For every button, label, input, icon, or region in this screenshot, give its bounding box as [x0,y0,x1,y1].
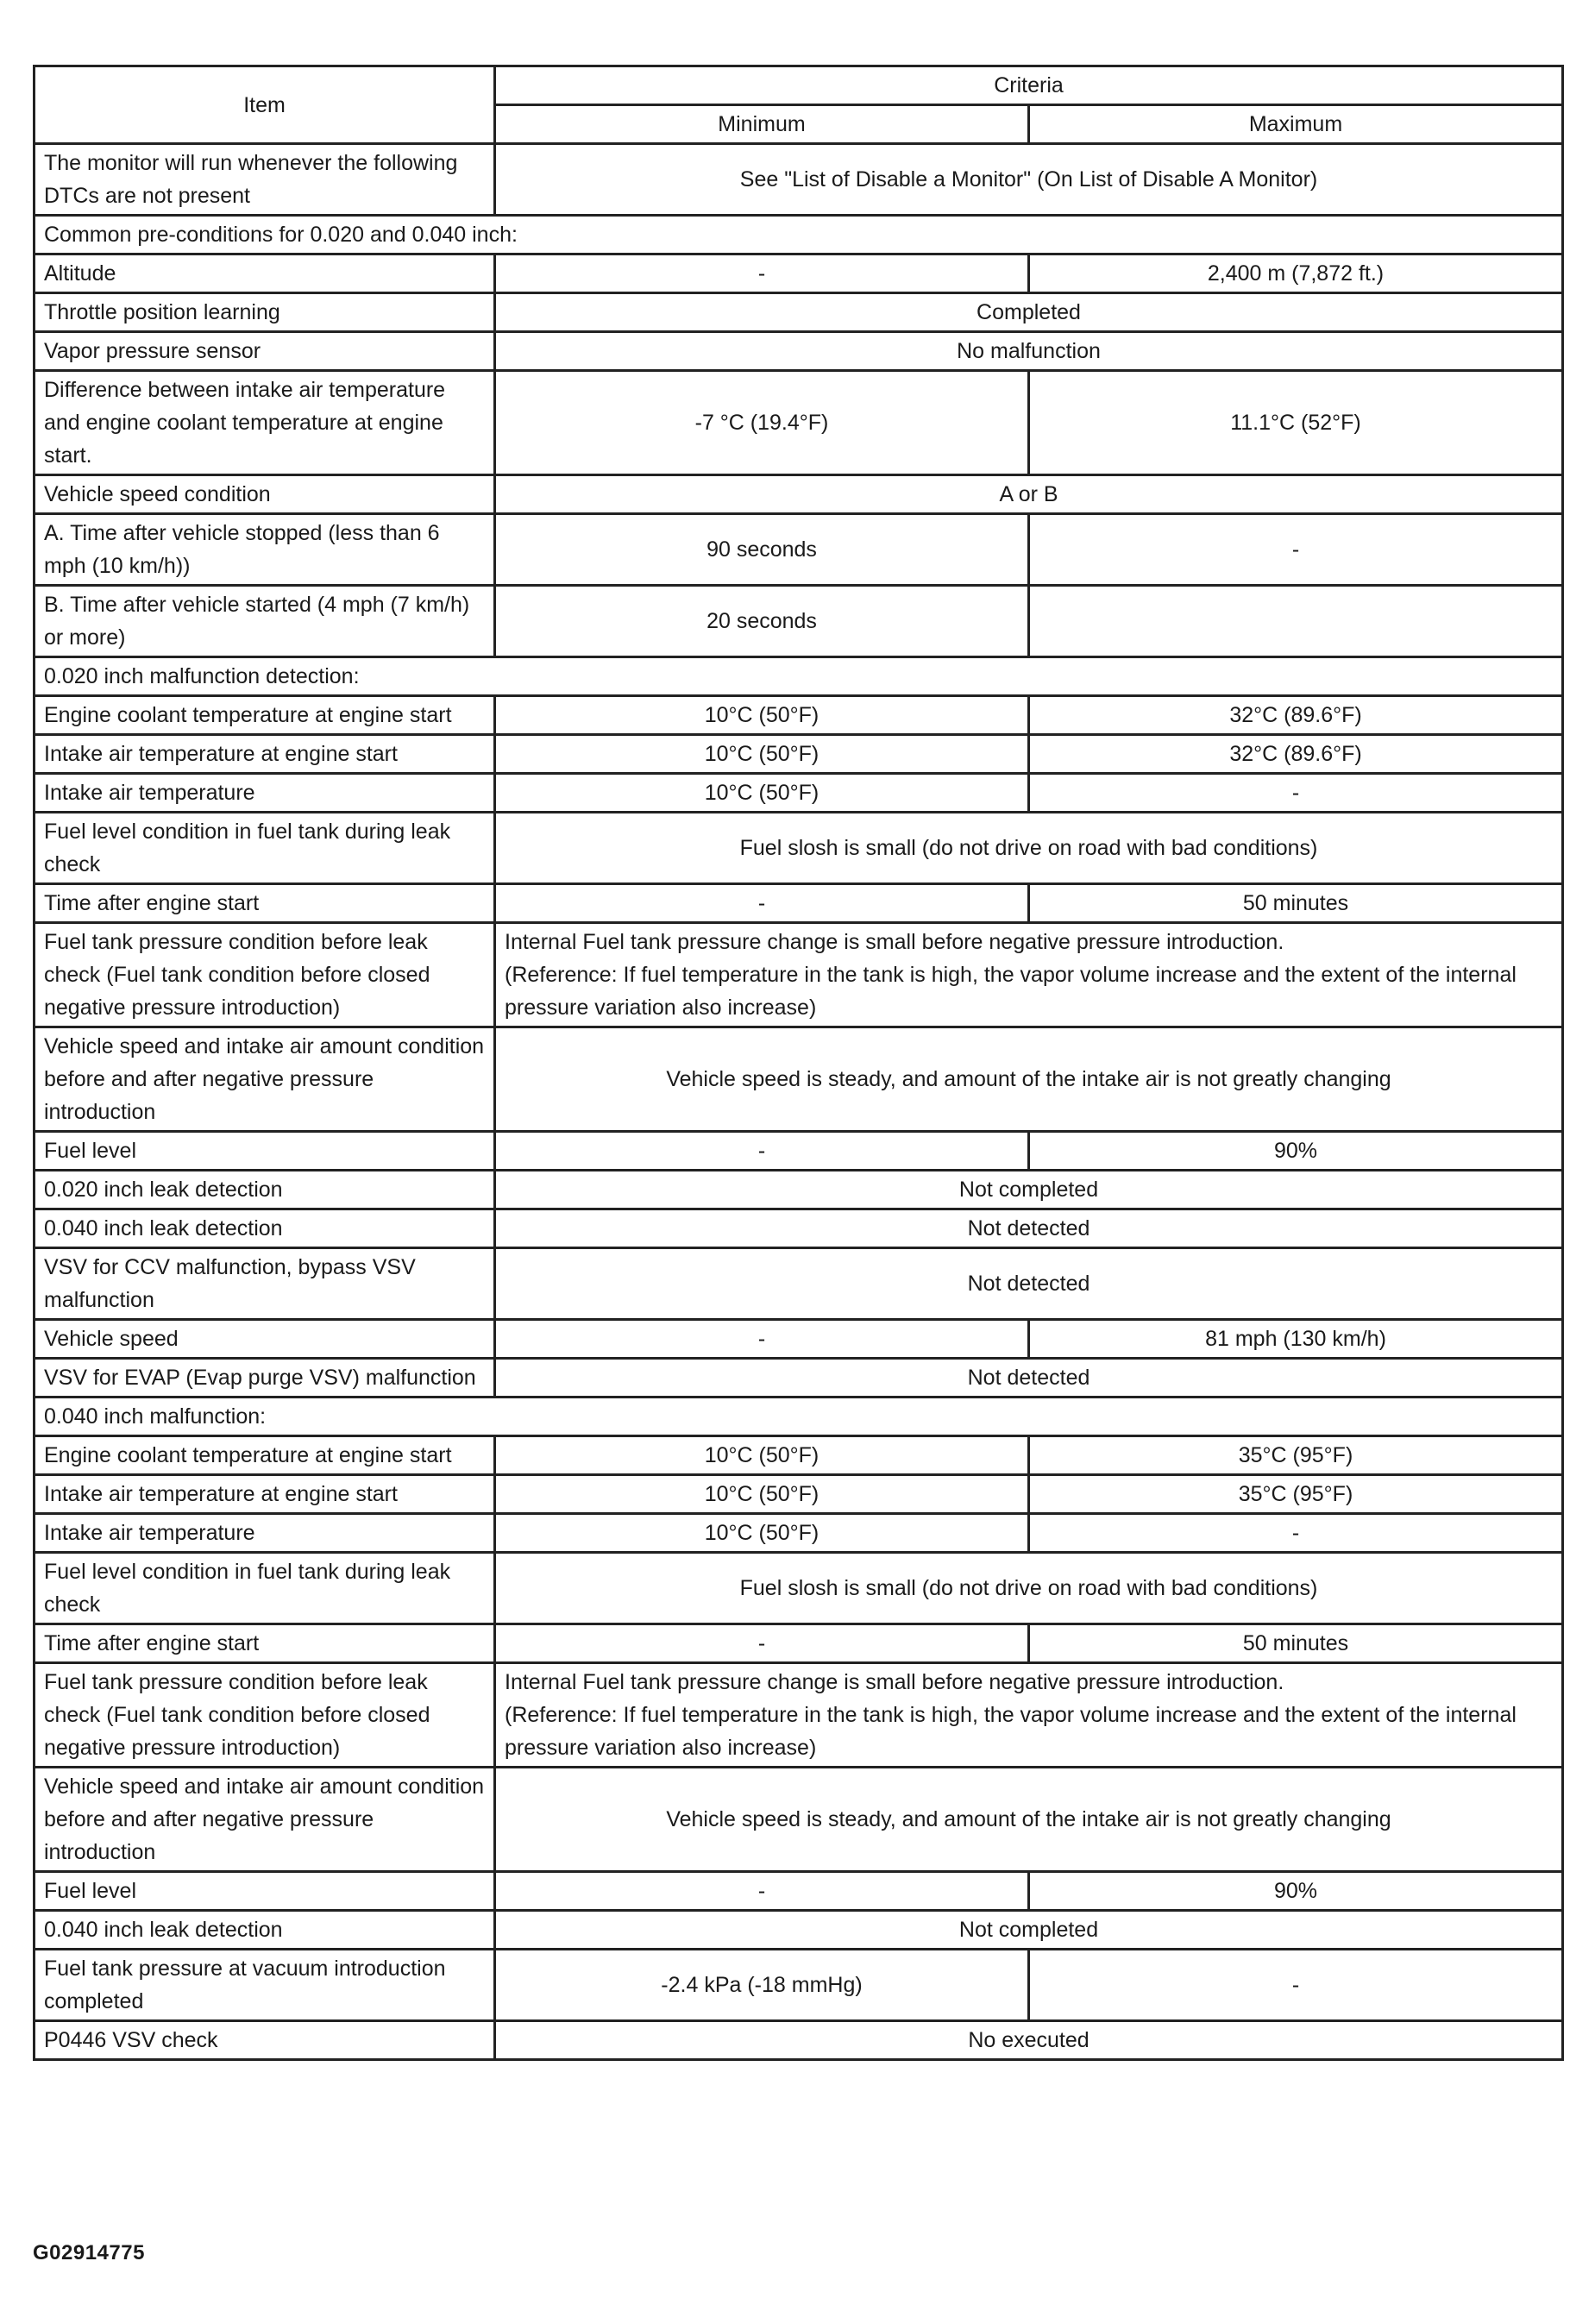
table-row [35,696,1563,735]
table-row [35,884,1563,923]
item-cell: A. Time after vehicle stopped (less than 6 mph (10 km/h)) [35,514,495,586]
item-cell: Engine coolant temperature at engine start [35,1436,495,1475]
table-row [35,2021,1563,2060]
table-row [35,1475,1563,1514]
table-row [35,1436,1563,1475]
minimum-cell: - [495,1320,1029,1359]
minimum-cell: 10°C (50°F) [495,774,1029,813]
criteria-cell: A or B [495,475,1563,514]
item-cell: Fuel level [35,1132,495,1171]
table-row [35,371,1563,475]
maximum-cell: - [1029,774,1563,813]
minimum-cell: - [495,884,1029,923]
header-minimum: Minimum [495,105,1029,144]
criteria-cell: Vehicle speed is steady, and amount of the intake air is not greatly changing [495,1027,1563,1132]
table-row [35,332,1563,371]
table-row [35,1514,1563,1553]
maximum-cell: 35°C (95°F) [1029,1475,1563,1514]
criteria-cell: Internal Fuel tank pressure change is small before negative pressure introduction. (Reference: If fuel temperature in the tank is high, the vapor volume increase and the extent of the internal pressure variation also increase) [495,923,1563,1027]
table-row [35,1911,1563,1950]
criteria-table [33,65,1564,2061]
table-body [35,144,1563,2060]
item-cell: Vehicle speed and intake air amount condition before and after negative pressure introduction [35,1768,495,1872]
item-cell: Time after engine start [35,1624,495,1663]
item-cell: Fuel level condition in fuel tank during leak check [35,813,495,884]
table-row [35,254,1563,293]
table-row [35,1209,1563,1248]
maximum-cell: 32°C (89.6°F) [1029,696,1563,735]
maximum-cell [1029,586,1563,657]
item-cell: P0446 VSV check [35,2021,495,2060]
section-row [35,216,1563,254]
item-cell: Fuel tank pressure condition before leak check (Fuel tank condition before closed negative pressure introduction) [35,1663,495,1768]
maximum-cell: 90% [1029,1872,1563,1911]
minimum-cell: -7 °C (19.4°F) [495,371,1029,475]
minimum-cell: - [495,1872,1029,1911]
table-row [35,1624,1563,1663]
maximum-cell: 81 mph (130 km/h) [1029,1320,1563,1359]
table-row [35,735,1563,774]
item-cell: 0.020 inch leak detection [35,1171,495,1209]
item-cell: Intake air temperature [35,774,495,813]
item-cell: Throttle position learning [35,293,495,332]
section-row [35,657,1563,696]
minimum-cell: 10°C (50°F) [495,1436,1029,1475]
maximum-cell: - [1029,1514,1563,1553]
item-cell: Difference between intake air temperature and engine coolant temperature at engine start. [35,371,495,475]
table-header [35,66,1563,144]
item-cell: Vehicle speed and intake air amount condition before and after negative pressure introduction [35,1027,495,1132]
item-cell: Vehicle speed condition [35,475,495,514]
item-cell: Fuel level condition in fuel tank during leak check [35,1553,495,1624]
item-cell: Altitude [35,254,495,293]
minimum-cell: 10°C (50°F) [495,1514,1029,1553]
maximum-cell: 50 minutes [1029,1624,1563,1663]
minimum-cell: -2.4 kPa (-18 mmHg) [495,1950,1029,2021]
table-row [35,1359,1563,1398]
criteria-cell: Not completed [495,1171,1563,1209]
item-cell: Engine coolant temperature at engine start [35,696,495,735]
item-cell: 0.040 inch leak detection [35,1911,495,1950]
minimum-cell: - [495,1624,1029,1663]
header-maximum: Maximum [1029,105,1563,144]
item-cell: VSV for EVAP (Evap purge VSV) malfunction [35,1359,495,1398]
criteria-cell: Vehicle speed is steady, and amount of the intake air is not greatly changing [495,1768,1563,1872]
section-heading: 0.040 inch malfunction: [35,1398,1563,1436]
minimum-cell: - [495,1132,1029,1171]
table-row [35,813,1563,884]
item-cell: 0.040 inch leak detection [35,1209,495,1248]
header-criteria: Criteria [495,66,1563,105]
table-row [35,774,1563,813]
item-cell: Time after engine start [35,884,495,923]
table-row [35,1950,1563,2021]
maximum-cell: 2,400 m (7,872 ft.) [1029,254,1563,293]
maximum-cell: - [1029,514,1563,586]
minimum-cell: 90 seconds [495,514,1029,586]
criteria-cell: Completed [495,293,1563,332]
criteria-cell: No malfunction [495,332,1563,371]
table-row [35,586,1563,657]
table-row [35,1171,1563,1209]
table-row [35,1027,1563,1132]
table-row [35,144,1563,216]
item-cell: Intake air temperature at engine start [35,1475,495,1514]
maximum-cell: 90% [1029,1132,1563,1171]
table-row [35,514,1563,586]
item-cell: The monitor will run whenever the following DTCs are not present [35,144,495,216]
minimum-cell: - [495,254,1029,293]
item-cell: Intake air temperature [35,1514,495,1553]
criteria-cell: Fuel slosh is small (do not drive on road with bad conditions) [495,1553,1563,1624]
criteria-cell: See "List of Disable a Monitor" (On List of Disable A Monitor) [495,144,1563,216]
section-row [35,1398,1563,1436]
criteria-cell: Not completed [495,1911,1563,1950]
table-row [35,1320,1563,1359]
header-item: Item [35,66,495,144]
criteria-cell: Internal Fuel tank pressure change is small before negative pressure introduction. (Reference: If fuel temperature in the tank is high, the vapor volume increase and the extent of the internal pressure variation also increase) [495,1663,1563,1768]
criteria-cell: Not detected [495,1209,1563,1248]
table-row [35,1248,1563,1320]
minimum-cell: 20 seconds [495,586,1029,657]
criteria-cell: Fuel slosh is small (do not drive on road with bad conditions) [495,813,1563,884]
item-cell: Fuel level [35,1872,495,1911]
maximum-cell: 11.1°C (52°F) [1029,371,1563,475]
minimum-cell: 10°C (50°F) [495,696,1029,735]
section-heading: 0.020 inch malfunction detection: [35,657,1563,696]
item-cell: Vapor pressure sensor [35,332,495,371]
maximum-cell: 35°C (95°F) [1029,1436,1563,1475]
table-row [35,293,1563,332]
figure-code: G02914775 [33,2241,145,2264]
table-row [35,1768,1563,1872]
item-cell: VSV for CCV malfunction, bypass VSV malfunction [35,1248,495,1320]
table-row [35,1132,1563,1171]
criteria-cell: Not detected [495,1359,1563,1398]
maximum-cell: 50 minutes [1029,884,1563,923]
table-row [35,923,1563,1027]
table-row [35,1872,1563,1911]
criteria-cell: Not detected [495,1248,1563,1320]
table-row [35,1663,1563,1768]
maximum-cell: 32°C (89.6°F) [1029,735,1563,774]
minimum-cell: 10°C (50°F) [495,735,1029,774]
section-heading: Common pre-conditions for 0.020 and 0.040 inch: [35,216,1563,254]
maximum-cell: - [1029,1950,1563,2021]
item-cell: Intake air temperature at engine start [35,735,495,774]
item-cell: B. Time after vehicle started (4 mph (7 km/h) or more) [35,586,495,657]
criteria-cell: No executed [495,2021,1563,2060]
item-cell: Fuel tank pressure at vacuum introduction completed [35,1950,495,2021]
item-cell: Vehicle speed [35,1320,495,1359]
table-row [35,475,1563,514]
minimum-cell: 10°C (50°F) [495,1475,1029,1514]
table-row [35,1553,1563,1624]
item-cell: Fuel tank pressure condition before leak check (Fuel tank condition before closed negative pressure introduction) [35,923,495,1027]
